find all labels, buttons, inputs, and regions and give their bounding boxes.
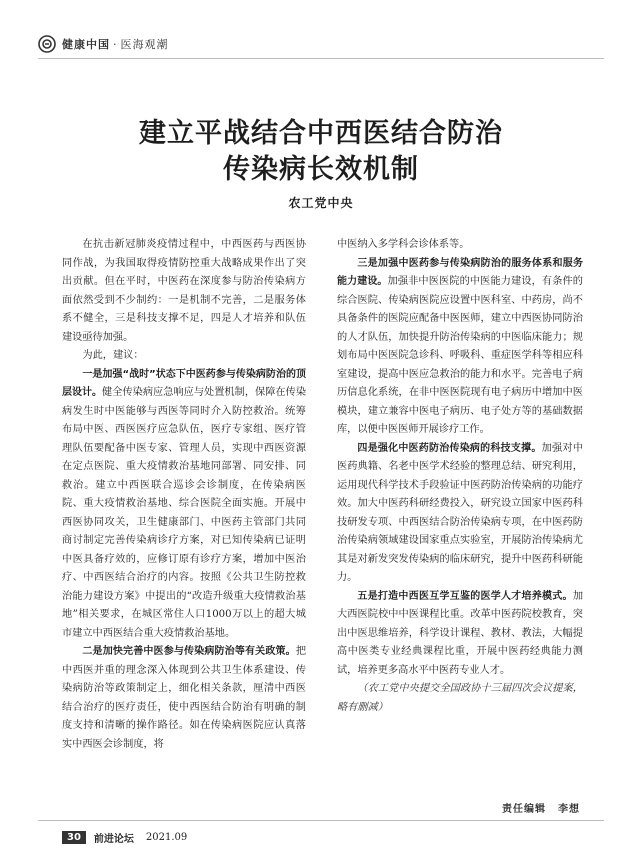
section-5 (337, 588, 583, 681)
section-1-body: 健全传染病应急响应与处置机制，保障在传染病发生时中医能够与西医等同时介入防控救治。统筹布局中医、西医医疗应急队伍，医疗专家组、医疗管理队伍要配备中医专家、管理人员，实现中西医资源在定点医院、重大疫情救治基地同部署、同安排、同救治。建立中西医联合巡诊会诊制度，在传染病医院、重大疫情救治基地、综合医院全面实施。开展中西医协同攻关，卫生健康部门、中医药主管部门共同商讨制定完善传染病诊疗方案，对已知传染病已证明中医具备疗效的，应修订原有诊疗方案，增加中医治疗、中西医结合治疗的内容。按照《公共卫生防控救治能力建设方案》中提出的“改造升级重大疫情救治基地”相关要求，在城区常住人口1000万以上的超大城市建立中西医结合重大疫情救治基地。 (62, 387, 307, 639)
section-3 (337, 255, 583, 440)
running-header (38, 34, 169, 54)
section-1-heading: 一是加强“战时”状态下中医药参与传染病防治的顶层设计。 (62, 368, 306, 398)
page-footer (62, 830, 187, 845)
header-column: 医海观潮 (120, 38, 169, 51)
section-5-body: 加大西医院校中中医课程比重。改革中医药院校教育，突出中医思维培养，科学设计课程、教材、教法，大幅提高中医类专业经典课程比重，开展中医药经典能力测试，培养更多高水平中医药专业人才。 (337, 590, 583, 676)
section-5-heading: 五是打造中西医互学互鉴的医学人才培养模式。 (357, 590, 573, 602)
section-2 (62, 643, 306, 754)
article-title-line2: 传染病长效机制 (223, 154, 419, 185)
editor-label: 责任编辑 (502, 804, 546, 815)
body-column-left (62, 236, 306, 754)
section-2-body: 把中西医并重的理念深入体现到公共卫生体系建设、传染病防治等政策制定上，细化相关条款，厘清中西医结合治疗的医疗责任，使中西医结合防治有明确的制度支持和清晰的操作路径。如在传染病医院应认真落实中西医会诊制度，将 (62, 646, 306, 750)
section-4 (337, 440, 583, 588)
magazine-logo-icon (38, 35, 56, 53)
header-separator: · (113, 38, 118, 51)
section-3-body: 加强非中医医院的中医能力建设，有条件的综合医院、传染病医院应设置中医科室、中药房，尚不具备条件的医院应配备中医医师，建立中西医协同防治的人才队伍，加快提升防治传染病的中医临床能力；规划布局中医医院急诊科、呼吸科、重症医学科等相应科室建设，提高中医应急救治的能力和水平。完善电子病历信息化系统，在非中医医院现有电子病历中增加中医模块，建立兼容中医电子病历、电子处方等的基础数据库，以便中医医师开展诊疗工作。 (337, 276, 583, 435)
section-3-heading: 三是加强中医药参与传染病防治的服务体系和服务能力建设。 (337, 257, 583, 287)
section-1 (62, 366, 306, 644)
header-brand: 健康中国 (62, 38, 110, 51)
section-4-heading: 四是强化中医药防治传染病的科技支撑。 (357, 442, 542, 454)
source-note: （农工党中央提交全国政协十三届四次会议提案，略有删减） (337, 683, 583, 713)
magazine-name: 前进论坛 (93, 834, 134, 845)
page-number: 30 (62, 831, 86, 844)
footer-divider (38, 820, 604, 821)
header-divider (38, 58, 604, 59)
responsible-editor (490, 800, 580, 815)
section-2-heading: 二是加快完善中医参与传染病防治等有关政策。 (82, 646, 296, 657)
intro-paragraph: 在抗击新冠肺炎疫情过程中，中西医药与西医协同作战，为我国取得疫情防控重大战略成果作出了突出贡献。但在平时，中医药在深度参与防治传染病方面依然受到不少制约：一是机制不完善，二是服务体系不健全，三是科技支撑不足，四是人才培养和队伍建设亟待加强。 (62, 239, 306, 343)
issue-number: 2021.09 (145, 832, 188, 843)
header-title (62, 36, 169, 52)
article-title-line1: 建立平战结合中西医结合防治 (139, 118, 503, 149)
suggestion-lead: 为此，建议： (82, 350, 144, 361)
section-4-body: 加强对中医药典籍、名老中医学术经验的整理总结、研究利用，运用现代科学技术手段验证中医药防治传染病的功能疗效。加大中医药科研经费投入，研究设立国家中医药科技研发专项、中西医结合防治传染病专项，在中医药防治传染病领域建设国家重点实验室，开展防治传染病尤其是对新发突发传染病的临床研究，提升中医药科研能力。 (337, 442, 584, 583)
article-author: 农工党中央 (288, 196, 354, 210)
continued-paragraph: 中医纳入多学科会诊体系等。 (337, 239, 470, 250)
body-column-right (337, 236, 583, 717)
editor-name: 李想 (558, 804, 580, 815)
